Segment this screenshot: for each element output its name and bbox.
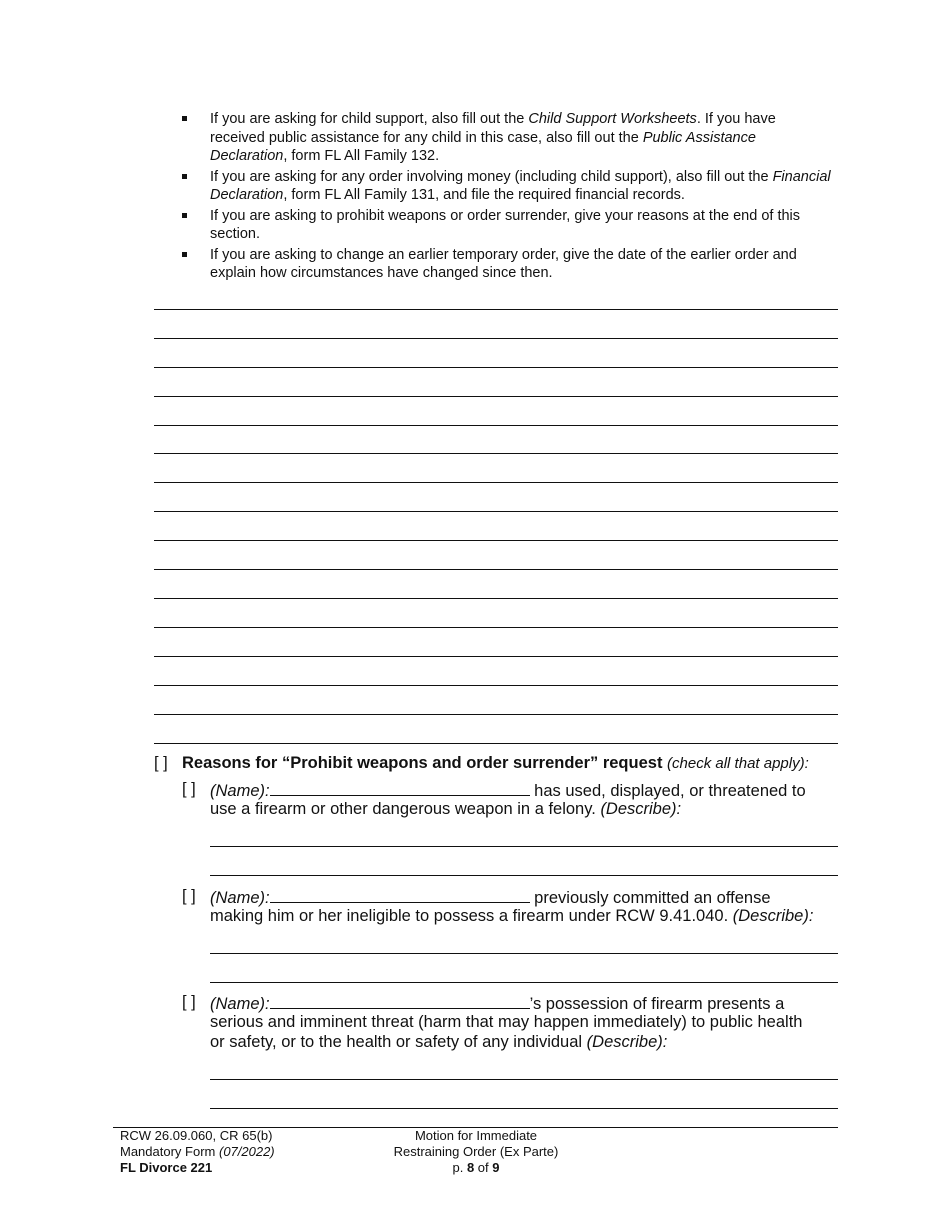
reason-3-line1: (Name): ’s possession of firearm presents a	[210, 992, 784, 1014]
reasons-checkbox[interactable]: [ ]	[154, 754, 168, 772]
footer-page-number: p. 8 of 9	[452, 1160, 500, 1175]
writing-line[interactable]	[154, 540, 838, 541]
writing-line[interactable]	[154, 453, 838, 454]
reason-2-line2: making him or her ineligible to possess a firearm under RCW 9.41.040. (Describe):	[210, 907, 814, 925]
reason-1-line2: use a firearm or other dangerous weapon in a felony. (Describe):	[210, 800, 682, 818]
instructions-list	[182, 110, 832, 285]
bullet-child-support: If you are asking for child support, also fill out the Child Support Worksheets. If you have received public assistance for any child in this case, also fill out the Public Assistance Declaration, form FL All Family 132.	[182, 110, 832, 166]
reason-1-name-field[interactable]	[270, 779, 530, 796]
writing-line[interactable]	[154, 482, 838, 483]
reason-1-line1: (Name): has used, displayed, or threatened to	[210, 779, 806, 801]
writing-line[interactable]	[154, 743, 838, 744]
writing-line[interactable]	[154, 309, 838, 310]
writing-line[interactable]	[154, 627, 838, 628]
footer-title-line2: Restraining Order (Ex Parte)	[393, 1144, 559, 1159]
reason-3-writing-line[interactable]	[210, 1108, 838, 1109]
reason-3-line2: serious and imminent threat (harm that may happen immediately) to public health	[210, 1013, 803, 1031]
footer-mandatory-form: Mandatory Form (07/2022)	[120, 1144, 275, 1159]
footer-form-number: FL Divorce 221	[120, 1160, 213, 1175]
writing-line[interactable]	[154, 367, 838, 368]
footer-statute: RCW 26.09.060, CR 65(b)	[120, 1128, 273, 1143]
reason-3-line3: or safety, or to the health or safety of any individual (Describe):	[210, 1033, 668, 1051]
bullet-money-order: If you are asking for any order involving money (including child support), also fill out the Financial Declaration, form FL All Family 131, and file the required financial records.	[182, 168, 832, 205]
reason-2-name-field[interactable]	[270, 886, 530, 903]
bullet-square-icon	[182, 213, 187, 218]
writing-line[interactable]	[154, 511, 838, 512]
writing-line[interactable]	[154, 425, 838, 426]
writing-line[interactable]	[154, 338, 838, 339]
bullet-change-order: If you are asking to change an earlier temporary order, give the date of the earlier order and explain how circumstances have changed since then.	[182, 246, 832, 283]
bullet-weapons: If you are asking to prohibit weapons or order surrender, give your reasons at the end of this section.	[182, 207, 832, 244]
writing-line[interactable]	[154, 598, 838, 599]
reason-3-name-field[interactable]	[270, 992, 530, 1009]
reasons-heading: Reasons for “Prohibit weapons and order surrender” request (check all that apply):	[182, 754, 809, 772]
reason-1-writing-line[interactable]	[210, 846, 838, 847]
bullet-square-icon	[182, 174, 187, 179]
reason-2-writing-line[interactable]	[210, 982, 838, 983]
footer-title-line1: Motion for Immediate	[414, 1128, 538, 1143]
reason-2-writing-line[interactable]	[210, 953, 838, 954]
reason-3-checkbox[interactable]: [ ]	[182, 993, 196, 1011]
reason-2-line1: (Name): previously committed an offense	[210, 886, 771, 908]
bullet-square-icon	[182, 252, 187, 257]
footer-left	[120, 1128, 275, 1176]
writing-line[interactable]	[154, 569, 838, 570]
writing-line[interactable]	[154, 714, 838, 715]
writing-line[interactable]	[154, 396, 838, 397]
writing-line[interactable]	[154, 685, 838, 686]
reason-1-checkbox[interactable]: [ ]	[182, 780, 196, 798]
reason-1-writing-line[interactable]	[210, 875, 838, 876]
reason-3-writing-line[interactable]	[210, 1079, 838, 1080]
footer-center	[376, 1128, 576, 1176]
reason-2-checkbox[interactable]: [ ]	[182, 887, 196, 905]
writing-line[interactable]	[154, 656, 838, 657]
bullet-square-icon	[182, 116, 187, 121]
